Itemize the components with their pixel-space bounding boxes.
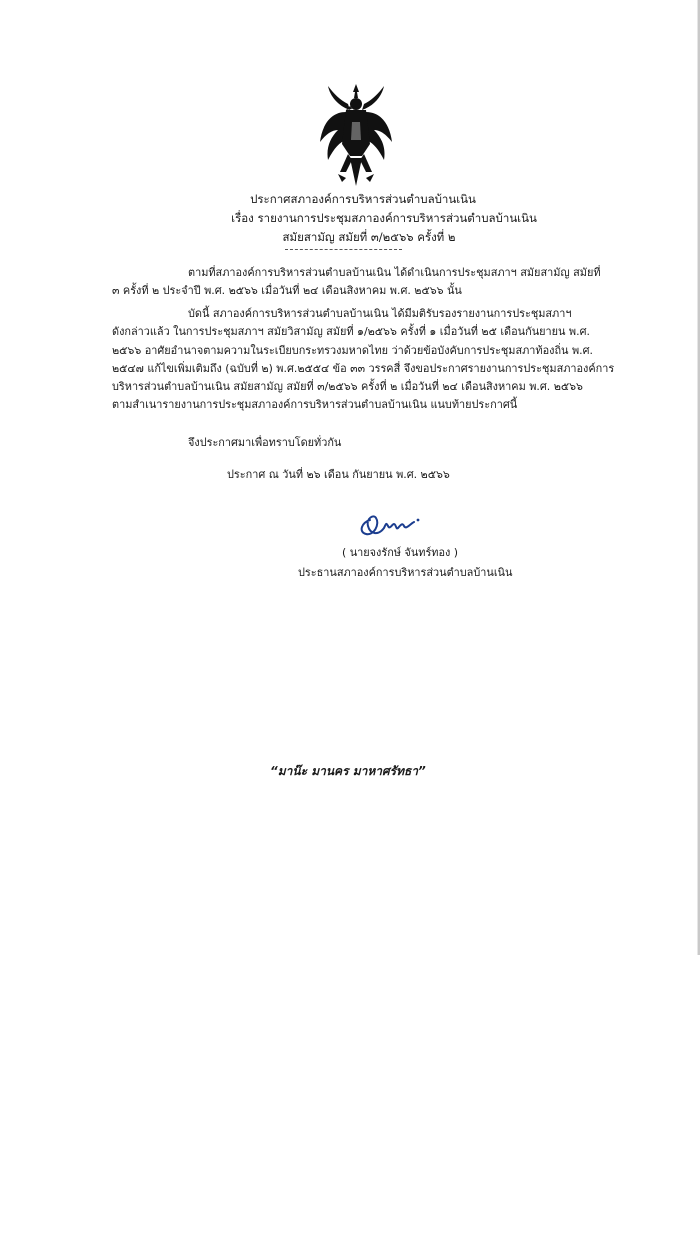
paragraph-line: ๓ ครั้งที่ ๒ ประจำปี พ.ศ. ๒๕๖๖ เมื่อวันที่ ๒๔ เดือนสิงหาคม พ.ศ. ๒๕๖๖ นั้น bbox=[112, 284, 462, 298]
announcement-date: ประกาศ ณ วันที่ ๒๖ เดือน กันยายน พ.ศ. ๒๕๖๖ bbox=[227, 468, 450, 481]
paragraph-line: ๒๕๔๗ แก้ไขเพิ่มเติมถึง (ฉบับที่ ๒) พ.ศ.๒๕๕๔ ข้อ ๓๓ วรรคสี่ จึงขอประกาศรายงานการประชุมสภาองค์การ bbox=[112, 361, 615, 375]
title-line-1: ประกาศสภาองค์การบริหารส่วนตำบลบ้านเนิน bbox=[250, 192, 476, 206]
paragraph-line: ๒๕๖๖ อาศัยอำนาจตามความในระเบียบกระทรวงมหาดไทย ว่าด้วยข้อบังคับการประชุมสภาท้องถิ่น พ.ศ. bbox=[112, 343, 593, 357]
signer-title: ประธานสภาองค์การบริหารส่วนตำบลบ้านเนิน bbox=[298, 566, 513, 579]
title-divider bbox=[285, 249, 402, 250]
paragraph-line: บัดนี้ สภาองค์การบริหารส่วนตำบลบ้านเนิน ได้มีมติรับรองรายงานการประชุมสภาฯ bbox=[188, 307, 572, 320]
paragraph-line: ตามที่สภาองค์การบริหารส่วนตำบลบ้านเนิน ได้ดำเนินการประชุมสภาฯ สมัยสามัญ สมัยที่ bbox=[188, 266, 601, 279]
paragraph-line: ดังกล่าวแล้ว ในการประชุมสภาฯ สมัยวิสามัญ สมัยที่ ๑/๒๕๖๖ ครั้งที่ ๑ เมื่อวันที่ ๒๕ เดือนกันยายน พ.ศ. bbox=[112, 325, 590, 339]
paragraph-line: บริหารส่วนตำบลบ้านเนิน สมัยสามัญ สมัยที่ ๓/๒๕๖๖ ครั้งที่ ๒ เมื่อวันที่ ๒๔ เดือนสิงหาคม พ.ศ. ๒๕๖๖ bbox=[112, 380, 583, 394]
paragraph-line: จึงประกาศมาเพื่อทราบโดยทั่วกัน bbox=[188, 436, 342, 449]
title-line-3: สมัยสามัญ สมัยที่ ๓/๒๕๖๖ ครั้งที่ ๒ bbox=[282, 230, 456, 244]
paragraph-3 bbox=[112, 434, 522, 452]
paragraph-line: ตามสำเนารายงานการประชุมสภาองค์การบริหารส่วนตำบลบ้านเนิน แนบท้ายประกาศนี้ bbox=[112, 398, 518, 412]
paragraph-2 bbox=[112, 305, 615, 415]
paragraph-1 bbox=[112, 264, 601, 301]
signature-icon bbox=[356, 510, 422, 540]
motto-slogan: “มาน๊ะ มานคร มาหาศรัทธา” bbox=[270, 764, 426, 778]
signer-name: ( นายจงรักษ์ จันทร์ทอง ) bbox=[342, 546, 459, 559]
garuda-emblem-icon bbox=[316, 82, 396, 190]
announcement-title bbox=[0, 190, 698, 247]
title-line-2: เรื่อง รายงานการประชุมสภาองค์การบริหารส่วนตำบลบ้านเนิน bbox=[231, 211, 537, 225]
